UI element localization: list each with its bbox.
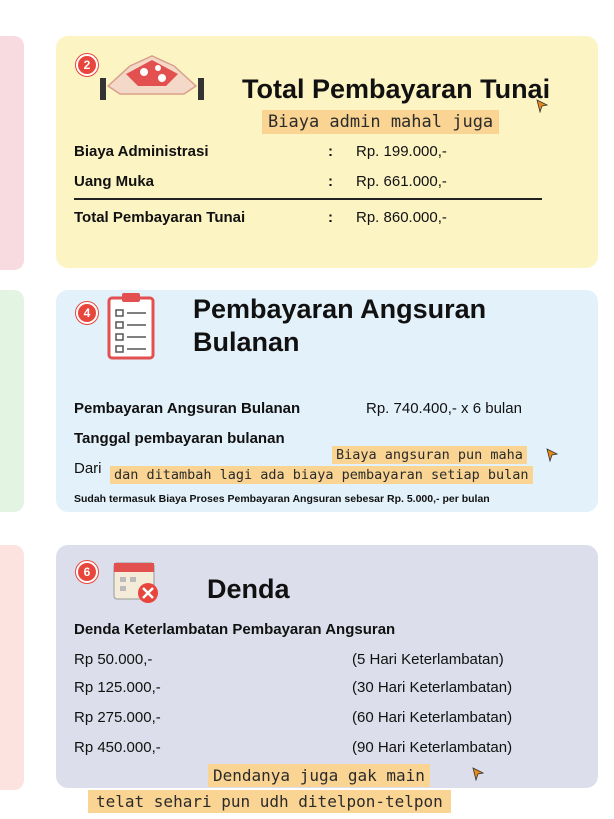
- admin-fee-sep: :: [328, 143, 333, 160]
- penalty-days-2: (30 Hari Keterlambatan): [352, 679, 513, 696]
- calendar-cancel-icon: [112, 557, 160, 605]
- penalty-amount-3: Rp 275.000,-: [74, 709, 161, 726]
- payment-date-label: Tanggal pembayaran bulanan: [74, 430, 285, 447]
- left-edge-strip-pink: [0, 36, 24, 270]
- penalty-amount-4: Rp 450.000,-: [74, 739, 161, 756]
- cursor-icon: [546, 448, 558, 462]
- step-badge-4: 4: [76, 302, 98, 324]
- left-edge-strip-green: [0, 290, 24, 512]
- cursor-icon: [472, 767, 484, 781]
- handshake-icon: [96, 44, 208, 104]
- cursor-icon: [536, 99, 548, 113]
- down-payment-label: Uang Muka: [74, 173, 155, 190]
- payment-date-from: Dari: [74, 460, 102, 477]
- step-badge-2: 2: [76, 54, 98, 76]
- step-badge-6: 6: [76, 561, 98, 583]
- installment-value: Rp. 740.400,- x 6 bulan: [366, 400, 522, 417]
- section-title-line2: Bulanan: [193, 327, 300, 357]
- penalty-subtitle: Denda Keterlambatan Pembayaran Angsuran: [74, 621, 396, 638]
- total-divider: [74, 198, 542, 200]
- left-edge-strip-peach: [0, 545, 24, 790]
- annotation-installment-line1: Biaya angsuran pun maha: [332, 446, 527, 464]
- annotation-penalty-line1: Dendanya juga gak main: [208, 764, 430, 787]
- down-payment-sep: :: [328, 173, 333, 190]
- penalty-days-3: (60 Hari Keterlambatan): [352, 709, 513, 726]
- admin-fee-value: Rp. 199.000,-: [356, 143, 447, 160]
- penalty-amount-1: Rp 50.000,-: [74, 651, 153, 668]
- total-sep: :: [328, 209, 333, 226]
- annotation-admin-fee: Biaya admin mahal juga: [262, 110, 499, 134]
- section-title: Denda: [207, 574, 290, 604]
- penalty-card: [56, 545, 598, 788]
- checklist-icon: [106, 292, 156, 360]
- total-value: Rp. 860.000,-: [356, 209, 447, 226]
- annotation-penalty-line2: telat sehari pun udh ditelpon-telpon: [88, 790, 451, 813]
- total-label: Total Pembayaran Tunai: [74, 209, 246, 226]
- down-payment-value: Rp. 661.000,-: [356, 173, 447, 190]
- penalty-days-4: (90 Hari Keterlambatan): [352, 739, 513, 756]
- penalty-amount-2: Rp 125.000,-: [74, 679, 161, 696]
- installment-label: Pembayaran Angsuran Bulanan: [74, 400, 301, 417]
- section-title: Total Pembayaran Tunai: [242, 74, 551, 104]
- footnote: Sudah termasuk Biaya Proses Pembayaran Angsuran sebesar Rp. 5.000,- per bulan: [74, 493, 490, 505]
- penalty-days-1: (5 Hari Keterlambatan): [352, 651, 504, 668]
- total-cash-payment-card: [56, 36, 598, 268]
- admin-fee-label: Biaya Administrasi: [74, 143, 209, 160]
- annotation-installment-line2: dan ditambah lagi ada biaya pembayaran setiap bulan: [110, 466, 533, 484]
- section-title-line1: Pembayaran Angsuran: [193, 294, 487, 324]
